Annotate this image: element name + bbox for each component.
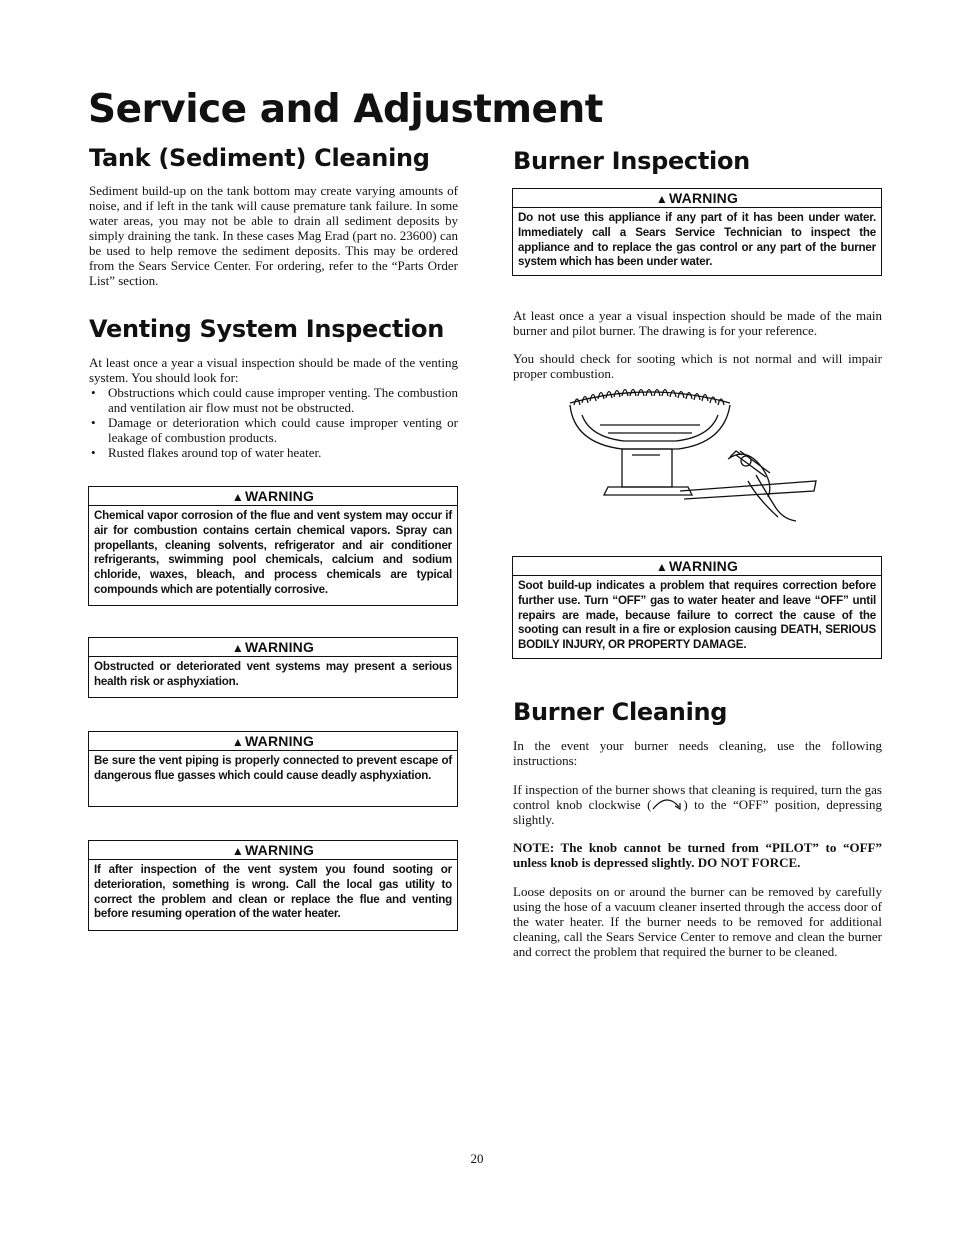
warning-text: Be sure the vent piping is properly connected to prevent escape of dangerous flue gasses which could cause deadly asphyxiation.: [94, 754, 452, 782]
burner-inspection-heading: Burner Inspection: [513, 147, 750, 175]
venting-inspection-heading: Venting System Inspection: [89, 315, 445, 343]
warning-text: Do not use this appliance if any part of it has been under water. Immediately call a Sears Service Technician to inspect the appliance and to replace the gas control or any part of the burner system which has been under water.: [518, 211, 876, 269]
warning-text: Soot build-up indicates a problem that requires correction before further use. Turn “OFF” gas to water heater and leave “OFF” until repairs are made, because failure to correct the cause of the sooting can result in a fire or explosion causing DEATH, SERIOUS BODILY INJURY, OR PROPERTY DAMAGE.: [518, 579, 876, 652]
warning-header: [89, 487, 457, 506]
burner-inspection-para2: You should check for sooting which is not normal and will impair proper combustion.: [513, 351, 882, 381]
warning-header: [513, 557, 881, 576]
burner-cleaning-heading: Burner Cleaning: [513, 698, 728, 726]
warning-label: WARNING: [245, 842, 315, 858]
list-item: • Damage or deterioration which could cause improper venting or leakage of combustion products.: [89, 415, 458, 445]
list-item: • Obstructions which could cause improper venting. The combustion and ventilation air flow must not be obstructed.: [89, 385, 458, 415]
warning-box-vent-piping: [88, 731, 458, 807]
clockwise-arrow-icon: [651, 798, 683, 810]
burner-cleaning-para2-start: If inspection of the burner shows that cleaning is required, turn the gas control knob clockwise (: [513, 782, 882, 812]
warning-text: Obstructed or deteriorated vent systems may present a serious health risk or asphyxiation.: [94, 660, 452, 688]
burner-cleaning-para3: Loose deposits on or around the burner can be removed by carefully using the hose of a vacuum cleaner inserted through the access door of the water heater. If the burner needs to be removed for additional cleaning, call the Sears Service Center to remove and clean the burner and correct the problem that required the burner to be cleaned.: [513, 884, 882, 959]
burner-cleaning-para2-end: ) to the “OFF” position, depressing slightly.: [513, 797, 882, 827]
list-item: • Rusted flakes around top of water heater.: [89, 445, 458, 460]
warning-label: WARNING: [245, 488, 315, 504]
warning-box-soot-buildup: [512, 556, 882, 659]
page-title: Service and Adjustment: [88, 87, 603, 132]
warning-header: [89, 732, 457, 751]
warning-header: [513, 189, 881, 208]
warning-label: WARNING: [669, 558, 739, 574]
burner-cleaning-para2: [513, 782, 882, 827]
warning-label: WARNING: [245, 639, 315, 655]
warning-box-sooting: [88, 840, 458, 931]
venting-intro: At least once a year a visual inspection should be made of the venting system. You should look for:: [89, 355, 458, 385]
page-number: 20: [470, 1151, 484, 1166]
warning-text: If after inspection of the vent system you found sooting or deterioration, something is wrong. Call the local gas utility to correct the problem and clean or replace the flue and venting before resuming operation of the water heater.: [94, 863, 452, 921]
tank-cleaning-text: Sediment build-up on the tank bottom may create varying amounts of noise, and if left in the tank will cause premature tank failure. In some water areas, you may not be able to drain all sediment deposits by simply draining the tank. In these cases Mag Erad (part no. 23600) can be used to help remove the sediment deposits. This may be ordered from the Sears Service Center. For ordering, refer to the “Parts Order List” section.: [89, 183, 458, 288]
warning-label: WARNING: [669, 190, 739, 206]
warning-triangle-icon: ▲: [231, 490, 244, 504]
tank-cleaning-heading: Tank (Sediment) Cleaning: [89, 144, 430, 172]
warning-triangle-icon: ▲: [231, 735, 244, 749]
warning-label: WARNING: [245, 733, 315, 749]
warning-box-chemical-vapor: [88, 486, 458, 606]
burner-cleaning-para1: In the event your burner needs cleaning, use the following instructions:: [513, 738, 882, 768]
warning-box-under-water: [512, 188, 882, 276]
warning-header: [89, 638, 457, 657]
burner-inspection-para1: At least once a year a visual inspection should be made of the main burner and pilot burner. The drawing is for your reference.: [513, 308, 882, 338]
warning-box-obstructed-vent: [88, 637, 458, 698]
venting-checklist: [89, 385, 458, 460]
burner-cleaning-note: NOTE: The knob cannot be turned from “PILOT” to “OFF” unless knob is depressed slightly. DO NOT FORCE.: [513, 840, 882, 870]
burner-drawing-illustration: [560, 385, 830, 525]
warning-text: Chemical vapor corrosion of the flue and vent system may occur if air for combustion contains certain chemical vapors. Spray can propellants, cleaning solvents, refrigerator and air conditioner refrigerants, swimming pool chemicals, calcium and sodium chloride, waxes, bleach, and process chemicals are typical compounds which are potentially corrosive.: [94, 509, 452, 596]
warning-header: [89, 841, 457, 860]
warning-triangle-icon: ▲: [655, 192, 668, 206]
venting-inspection-body: [89, 355, 458, 460]
warning-triangle-icon: ▲: [231, 844, 244, 858]
warning-triangle-icon: ▲: [655, 560, 668, 574]
warning-triangle-icon: ▲: [231, 641, 244, 655]
